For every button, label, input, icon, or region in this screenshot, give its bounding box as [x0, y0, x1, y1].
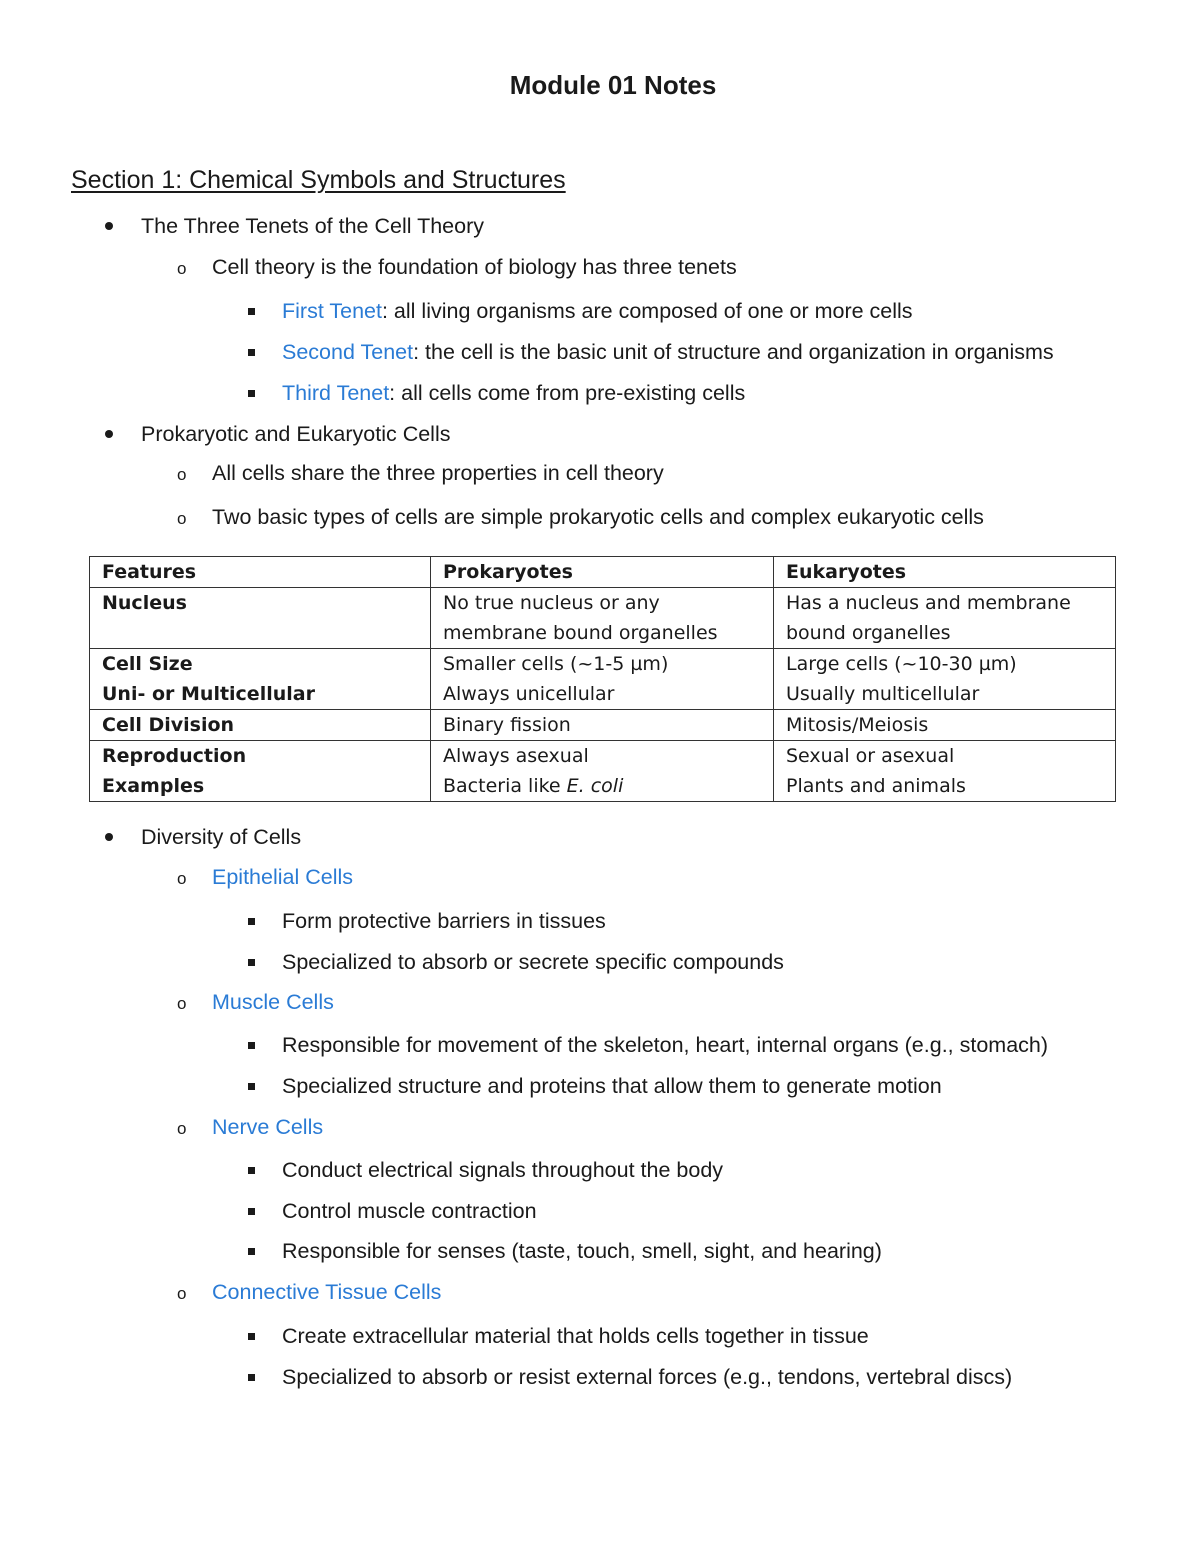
- circle-bullet-icon: o: [177, 509, 187, 528]
- bullet-icon: [105, 833, 113, 841]
- circle-bullet-icon: o: [177, 259, 187, 278]
- cell-line: Sexual or asexual: [786, 745, 955, 767]
- table-header-row: [90, 557, 1116, 588]
- square-bullet-icon: [248, 308, 255, 315]
- cell-group-name: Epithelial Cells: [212, 865, 354, 889]
- cell-line: membrane bound organelles: [443, 622, 718, 644]
- square-bullet-icon: [248, 1167, 255, 1174]
- cell-group-item: Responsible for movement of the skeleton, heart, internal organs (e.g., stomach): [282, 1033, 1049, 1057]
- cell-line: bound organelles: [786, 622, 951, 644]
- square-bullet-icon: [248, 1248, 255, 1255]
- cell-group-item: Conduct electrical signals throughout the body: [282, 1158, 724, 1182]
- cell-line: Reproduction: [102, 745, 247, 767]
- table-cell: [90, 588, 431, 649]
- cell-line: Large cells (~10-30 µm): [786, 653, 1017, 675]
- cell-group-item: Specialized to absorb or secrete specific compounds: [282, 950, 784, 974]
- cell-line: Nucleus: [102, 592, 187, 614]
- cell-line: Cell Division: [102, 714, 235, 736]
- table-cell: [774, 588, 1116, 649]
- tenet-item: [282, 298, 913, 324]
- bullet-icon: [105, 430, 113, 438]
- table-cell: [431, 588, 774, 649]
- table-row: [90, 649, 1116, 710]
- cell-theory-label: The Three Tenets of the Cell Theory: [141, 214, 485, 238]
- cell-group-name: Nerve Cells: [212, 1115, 324, 1139]
- square-bullet-icon: [248, 918, 255, 925]
- cell-group-item: Specialized to absorb or resist external forces (e.g., tendons, vertebral discs): [282, 1365, 1013, 1389]
- diversity-label: Diversity of Cells: [141, 825, 302, 849]
- cell-line: Always asexual: [443, 745, 589, 767]
- circle-bullet-icon: o: [177, 1284, 187, 1303]
- cell-group-name: Muscle Cells: [212, 990, 334, 1014]
- circle-bullet-icon: o: [177, 465, 187, 484]
- tenet-item: [282, 380, 745, 406]
- circle-bullet-icon: o: [177, 1119, 187, 1138]
- tenet-text: : all cells come from pre-existing cells: [389, 381, 746, 405]
- square-bullet-icon: [248, 1374, 255, 1381]
- table-cell: [90, 741, 431, 802]
- table-cell: [431, 741, 774, 802]
- cell-group-item: Control muscle contraction: [282, 1199, 537, 1223]
- page-title: Module 01 Notes: [509, 70, 717, 100]
- cell-line: Always unicellular: [443, 683, 615, 705]
- cell-line: Uni- or Multicellular: [102, 683, 315, 705]
- cell-group-item: Specialized structure and proteins that allow them to generate motion: [282, 1074, 942, 1098]
- cell-line: Smaller cells (~1-5 µm): [443, 653, 669, 675]
- cell-line: Usually multicellular: [786, 683, 980, 705]
- table-cell: [774, 710, 1116, 741]
- table-row: [90, 710, 1116, 741]
- table-cell: [774, 741, 1116, 802]
- tenet-name: Second Tenet: [282, 340, 414, 364]
- cell-theory-intro: Cell theory is the foundation of biology has three tenets: [212, 255, 737, 279]
- tenet-name: Third Tenet: [282, 381, 390, 405]
- table-row: [90, 588, 1116, 649]
- comparison-table: [89, 556, 1116, 802]
- cell-group-item: Responsible for senses (taste, touch, smell, sight, and hearing): [282, 1239, 882, 1263]
- table-cell: [774, 649, 1116, 710]
- table-header-cell: Features: [90, 557, 431, 588]
- pro-euk-label: Prokaryotic and Eukaryotic Cells: [141, 422, 451, 446]
- table-cell: [90, 710, 431, 741]
- cell-text: Bacteria like: [443, 775, 567, 797]
- cell-line: Examples: [102, 775, 205, 797]
- table-cell: [431, 710, 774, 741]
- square-bullet-icon: [248, 1208, 255, 1215]
- table-header-cell: Prokaryotes: [431, 557, 774, 588]
- pro-euk-point: Two basic types of cells are simple prokaryotic cells and complex eukaryotic cells: [212, 505, 984, 529]
- square-bullet-icon: [248, 1042, 255, 1049]
- square-bullet-icon: [248, 349, 255, 356]
- cell-group-name: Connective Tissue Cells: [212, 1280, 442, 1304]
- table-cell: [431, 649, 774, 710]
- cell-group-item: Form protective barriers in tissues: [282, 909, 606, 933]
- circle-bullet-icon: o: [177, 994, 187, 1013]
- tenet-item: [282, 339, 1054, 365]
- species-name: E. coli: [566, 775, 624, 797]
- cell-line: Cell Size: [102, 653, 193, 675]
- tenet-text: : all living organisms are composed of one or more cells: [381, 299, 913, 323]
- section-heading: Section 1: Chemical Symbols and Structures: [71, 166, 566, 194]
- cell-group-item: Create extracellular material that holds cells together in tissue: [282, 1324, 869, 1348]
- square-bullet-icon: [248, 390, 255, 397]
- square-bullet-icon: [248, 959, 255, 966]
- cell-line: Has a nucleus and membrane: [786, 592, 1071, 614]
- table-header-cell: Eukaryotes: [774, 557, 1116, 588]
- pro-euk-point: All cells share the three properties in cell theory: [212, 461, 664, 485]
- table-cell: [90, 649, 431, 710]
- cell-line: [443, 771, 761, 801]
- cell-line: Mitosis/Meiosis: [786, 714, 929, 736]
- cell-line: No true nucleus or any: [443, 592, 660, 614]
- table-row: [90, 741, 1116, 802]
- square-bullet-icon: [248, 1333, 255, 1340]
- tenet-name: First Tenet: [282, 299, 382, 323]
- bullet-icon: [105, 222, 113, 230]
- cell-line: Plants and animals: [786, 775, 966, 797]
- cell-line: Binary fission: [443, 714, 571, 736]
- square-bullet-icon: [248, 1083, 255, 1090]
- tenet-text: : the cell is the basic unit of structure and organization in organisms: [413, 340, 1054, 364]
- circle-bullet-icon: o: [177, 869, 187, 888]
